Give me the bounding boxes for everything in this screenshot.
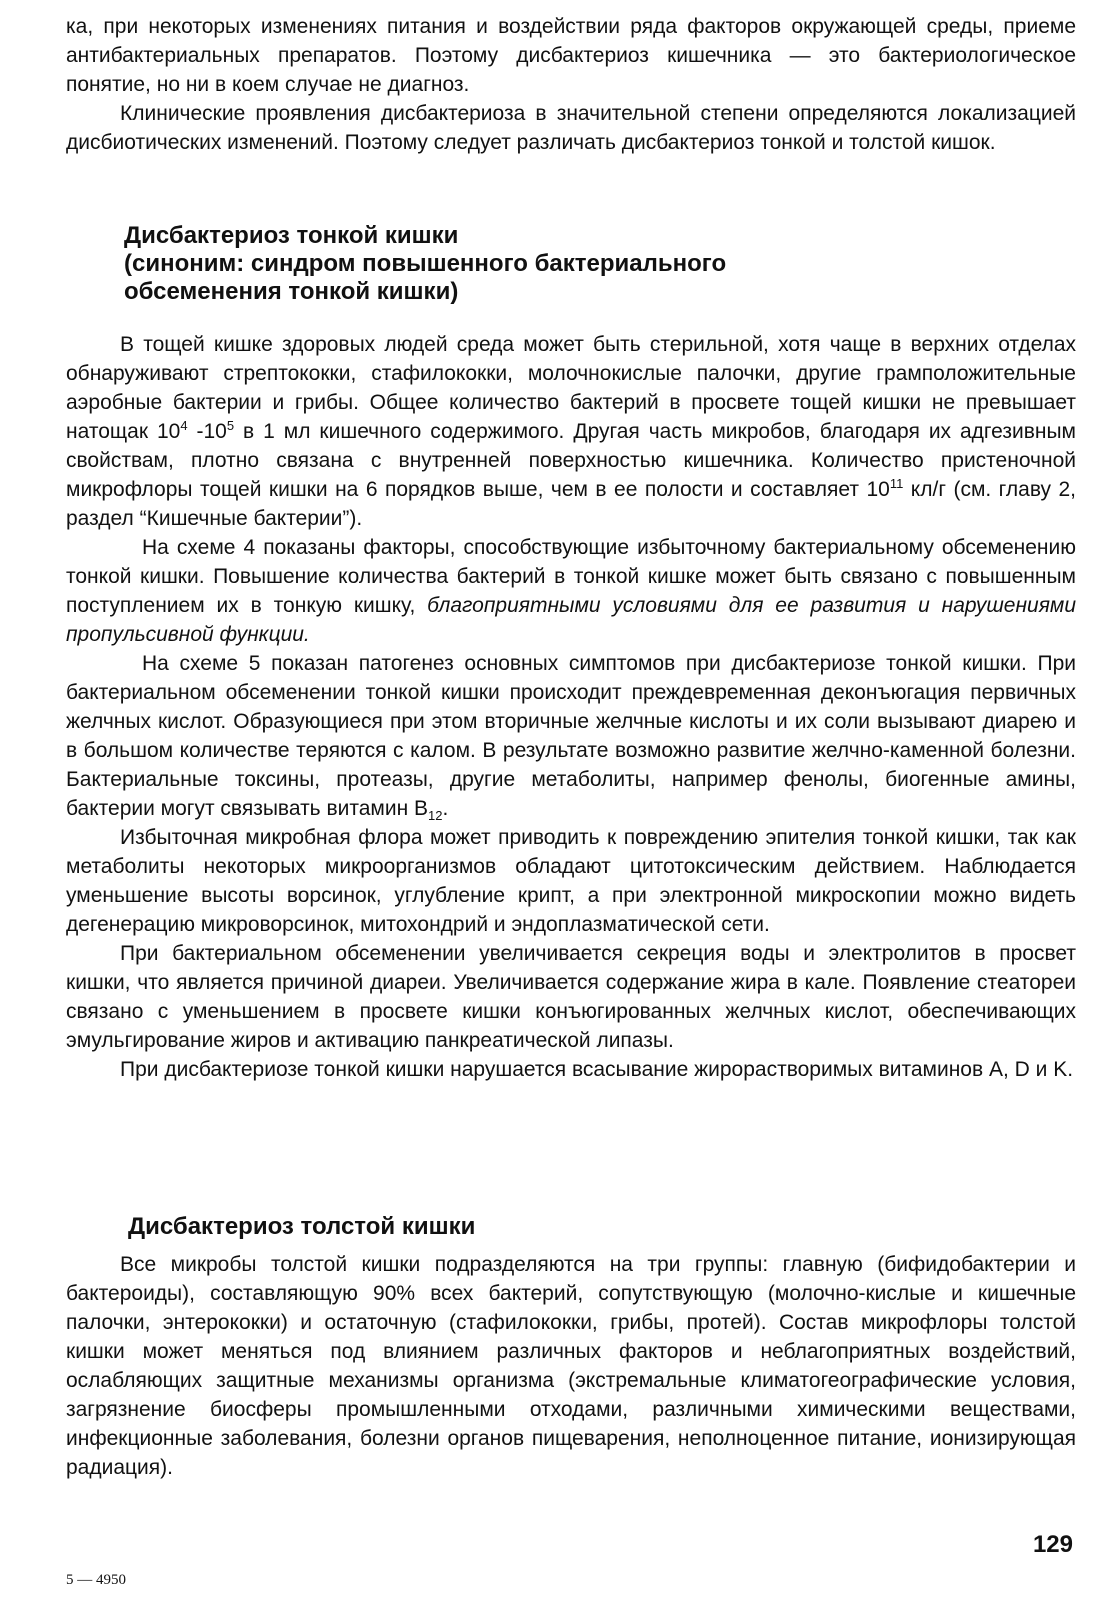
text-run: В тощей кишке здоровых людей среда может быть стерильной, хотя чаще в верхних отделах обнаруживают стрептококки, стафилококки, молочнокислые палочки, другие грамположительные аэробные бактерии и грибы. Общее количество бактерий в просвете тощей кишки не превышает натощак 10 bbox=[66, 333, 1076, 443]
section1-paragraph-1 bbox=[66, 330, 1076, 533]
section1-heading-line2: (синоним: синдром повышенного бактериального bbox=[124, 250, 727, 277]
text-run: в 1 мл кишечного содержимого. Другая часть микробов, благодаря их адгезивным свойствам, плотно связана с внутренней поверхностью кишечника. Количество пристеночной микрофлоры тощей кишки на 6 порядков выше, чем в ее полости и составляет 10 bbox=[66, 420, 1076, 501]
section1-body bbox=[66, 330, 1076, 1084]
intro-paragraph-2: Клинические проявления дисбактериоза в значительной степени определяются локализацией дисбиотических изменений. Поэтому следует различать дисбактериоз тонкой и толстой кишок. bbox=[66, 102, 1076, 154]
text-run: На схеме 5 показан патогенез основных симптомов при дисбактериозе тонкой кишки. При бактериальном обсеменении тонкой кишки происходит преждевременная деконъюгация первичных желчных кислот. Образующиеся при этом вторичные желчные кислоты и их соли вызывают диарею и в большом количестве теряются с калом. В результате возможно развитие желчно-каменной болезни. Бактериальные токсины, протеазы, другие метаболиты, например фенолы, биогенные амины, бактерии могут связывать витамин В bbox=[66, 652, 1076, 820]
section1-heading bbox=[124, 222, 1024, 306]
section1-paragraph-6: При дисбактериозе тонкой кишки нарушается всасывание жирорастворимых витаминов A, D и K. bbox=[120, 1058, 1074, 1081]
subscript: 12 bbox=[428, 808, 443, 824]
section1-heading-line3: обсеменения тонкой кишки) bbox=[124, 278, 459, 305]
section1-paragraph-4: Избыточная микробная флора может приводить к повреждению эпителия тонкой кишки, так как метаболиты некоторых микроорганизмов обладают цитотоксическим действием. Наблюдается уменьшение высоты ворсинок, углубление крипт, а при электронной микроскопии можно видеть дегенерацию микроворсинок, митохондрий и эндоплазматической сети. bbox=[66, 826, 1076, 936]
text-run: кл/г (см. главу 2, раздел “Кишечные бактерии”). bbox=[66, 478, 1076, 530]
section1-paragraph-5: При бактериальном обсеменении увеличивается секреция воды и электролитов в просвет кишки, что является причиной диареи. Увеличивается содержание жира в кале. Появление стеатореи связано с уменьшением в просвете кишки конъюгированных желчных кислот, обеспечивающих эмульгирование жиров и активацию панкреатической липазы. bbox=[66, 942, 1076, 1052]
italic-run: благоприятными условиями для ее развития и нарушениями пропульсивной функции. bbox=[66, 594, 1077, 646]
page-number: 129 bbox=[1032, 1531, 1073, 1558]
intro-block bbox=[66, 12, 1076, 157]
text-run: На схеме 4 показаны факторы, способствующие избыточному бактериальному обсеменению тонкой кишки. Повышение количества бактерий в тонкой кишке может быть связано с повышенным поступлением их в тонкую кишку, bbox=[66, 536, 1076, 617]
footer-code: 5 — 4950 bbox=[66, 1572, 126, 1588]
superscript: 4 bbox=[180, 418, 188, 433]
section1-paragraph-3 bbox=[66, 649, 1076, 823]
section2-paragraph-1: Все микробы толстой кишки подразделяются на три группы: главную (бифидобактерии и бактероиды), составляющую 90% всех бактерий, сопутствующую (молочно-кислые и кишечные палочки, энтерококки) и остаточную (стафилококки, грибы, протей). Состав микрофлоры толстой кишки может меняться под влиянием различных факторов и неблагоприятных воздействий, ослабляющих защитные механизмы организма (экстремальные климатогеографические условия, загрязнение биосферы промышленными отходами, различными химическими веществами, инфекционные заболевания, болезни органов пищеварения, неполноценное питание, ионизирующая радиация). bbox=[66, 1253, 1076, 1479]
section2-body bbox=[66, 1250, 1076, 1482]
section2-heading: Дисбактериоз толстой кишки bbox=[128, 1213, 476, 1240]
section1-paragraph-2 bbox=[66, 533, 1076, 649]
intro-paragraph-1: ка, при некоторых изменениях питания и воздействии ряда факторов окружающей среды, приеме антибактериальных препаратов. Поэтому дисбактериоз кишечника — это бактериологическое понятие, но ни в коем случае не диагноз. bbox=[66, 15, 1076, 96]
superscript: 5 bbox=[226, 418, 235, 433]
text-run: . bbox=[442, 797, 449, 820]
superscript: 11 bbox=[889, 476, 904, 491]
section1-heading-line1: Дисбактериоз тонкой кишки bbox=[124, 222, 459, 249]
text-run: -10 bbox=[187, 420, 227, 443]
